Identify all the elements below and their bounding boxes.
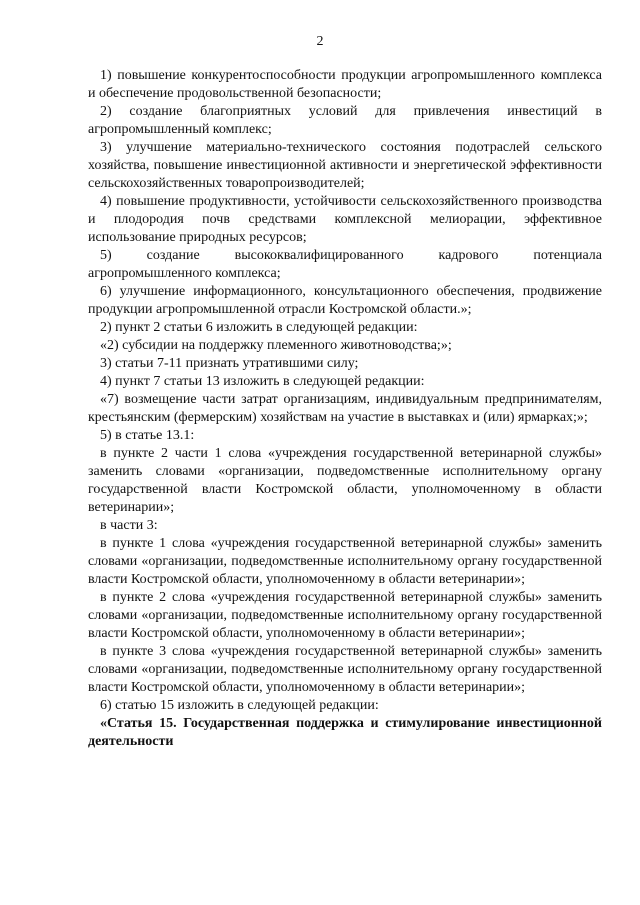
paragraph-part-3: в части 3: [100, 518, 158, 533]
paragraph-goal-2: 2) создание благоприятных условий для привлечения инвестиций в агропромышленный комплекс; [88, 104, 602, 137]
paragraph-article-13-1-part-1: в пункте 2 части 1 слова «учреждения государственной ветеринарной службы» заменить словами «организации, подведомственные исполнительному органу государственной власти Костромской области, уполномоченному в области ветеринарии»; [88, 446, 602, 515]
paragraph-part-3-item-2: в пункте 2 слова «учреждения государственной ветеринарной службы» заменить словами «организации, подведомственные исполнительному органу государственной власти Костромской области, уполномоченному в области ветеринарии»; [88, 590, 602, 641]
paragraph-goal-4: 4) повышение продуктивности, устойчивости сельскохозяйственного производства и плодородия почв средствами комплексной мелиорации, эффективное использование природных ресурсов; [88, 194, 602, 245]
paragraph-goal-6: 6) улучшение информационного, консультационного обеспечения, продвижение продукции агропромышленной отрасли Костромской области.»; [88, 284, 602, 317]
article-15-heading: «Статья 15. Государственная поддержка и стимулирование инвестиционной деятельности [88, 716, 602, 749]
paragraph-part-3-item-3: в пункте 3 слова «учреждения государственной ветеринарной службы» заменить словами «организации, подведомственные исполнительному органу государственной власти Костромской области, уполномоченному в области ветеринарии»; [88, 644, 602, 695]
paragraph-amendment-2-text: «2) субсидии на поддержку племенного животноводства;»; [100, 338, 452, 353]
paragraph-amendment-2: 2) пункт 2 статьи 6 изложить в следующей редакции: [100, 320, 418, 335]
paragraph-amendment-6: 6) статью 15 изложить в следующей редакции: [100, 698, 379, 713]
paragraph-goal-1: 1) повышение конкурентоспособности продукции агропромышленного комплекса и обеспечение продовольственной безопасности; [88, 68, 602, 101]
paragraph-amendment-4-text: «7) возмещение части затрат организациям, индивидуальным предпринимателям, крестьянским (фермерским) хозяйствам на участие в выставках и (или) ярмарках;»; [88, 392, 602, 425]
paragraph-goal-3: 3) улучшение материально-технического состояния подотраслей сельского хозяйства, повышение инвестиционной активности и энергетической эффективности сельскохозяйственных товаропроизводителей; [88, 140, 602, 191]
paragraph-part-3-item-1: в пункте 1 слова «учреждения государственной ветеринарной службы» заменить словами «организации, подведомственные исполнительному органу государственной власти Костромской области, уполномоченному в области ветеринарии»; [88, 536, 602, 587]
paragraph-goal-5: 5) создание высококвалифицированного кадрового потенциала агропромышленного комплекса; [88, 248, 602, 281]
paragraph-amendment-4: 4) пункт 7 статьи 13 изложить в следующей редакции: [100, 374, 425, 389]
paragraph-amendment-3: 3) статьи 7-11 признать утратившими силу; [100, 356, 359, 371]
page-number: 2 [316, 34, 324, 49]
paragraph-amendment-5: 5) в статье 13.1: [100, 428, 195, 443]
document-body [88, 67, 602, 751]
